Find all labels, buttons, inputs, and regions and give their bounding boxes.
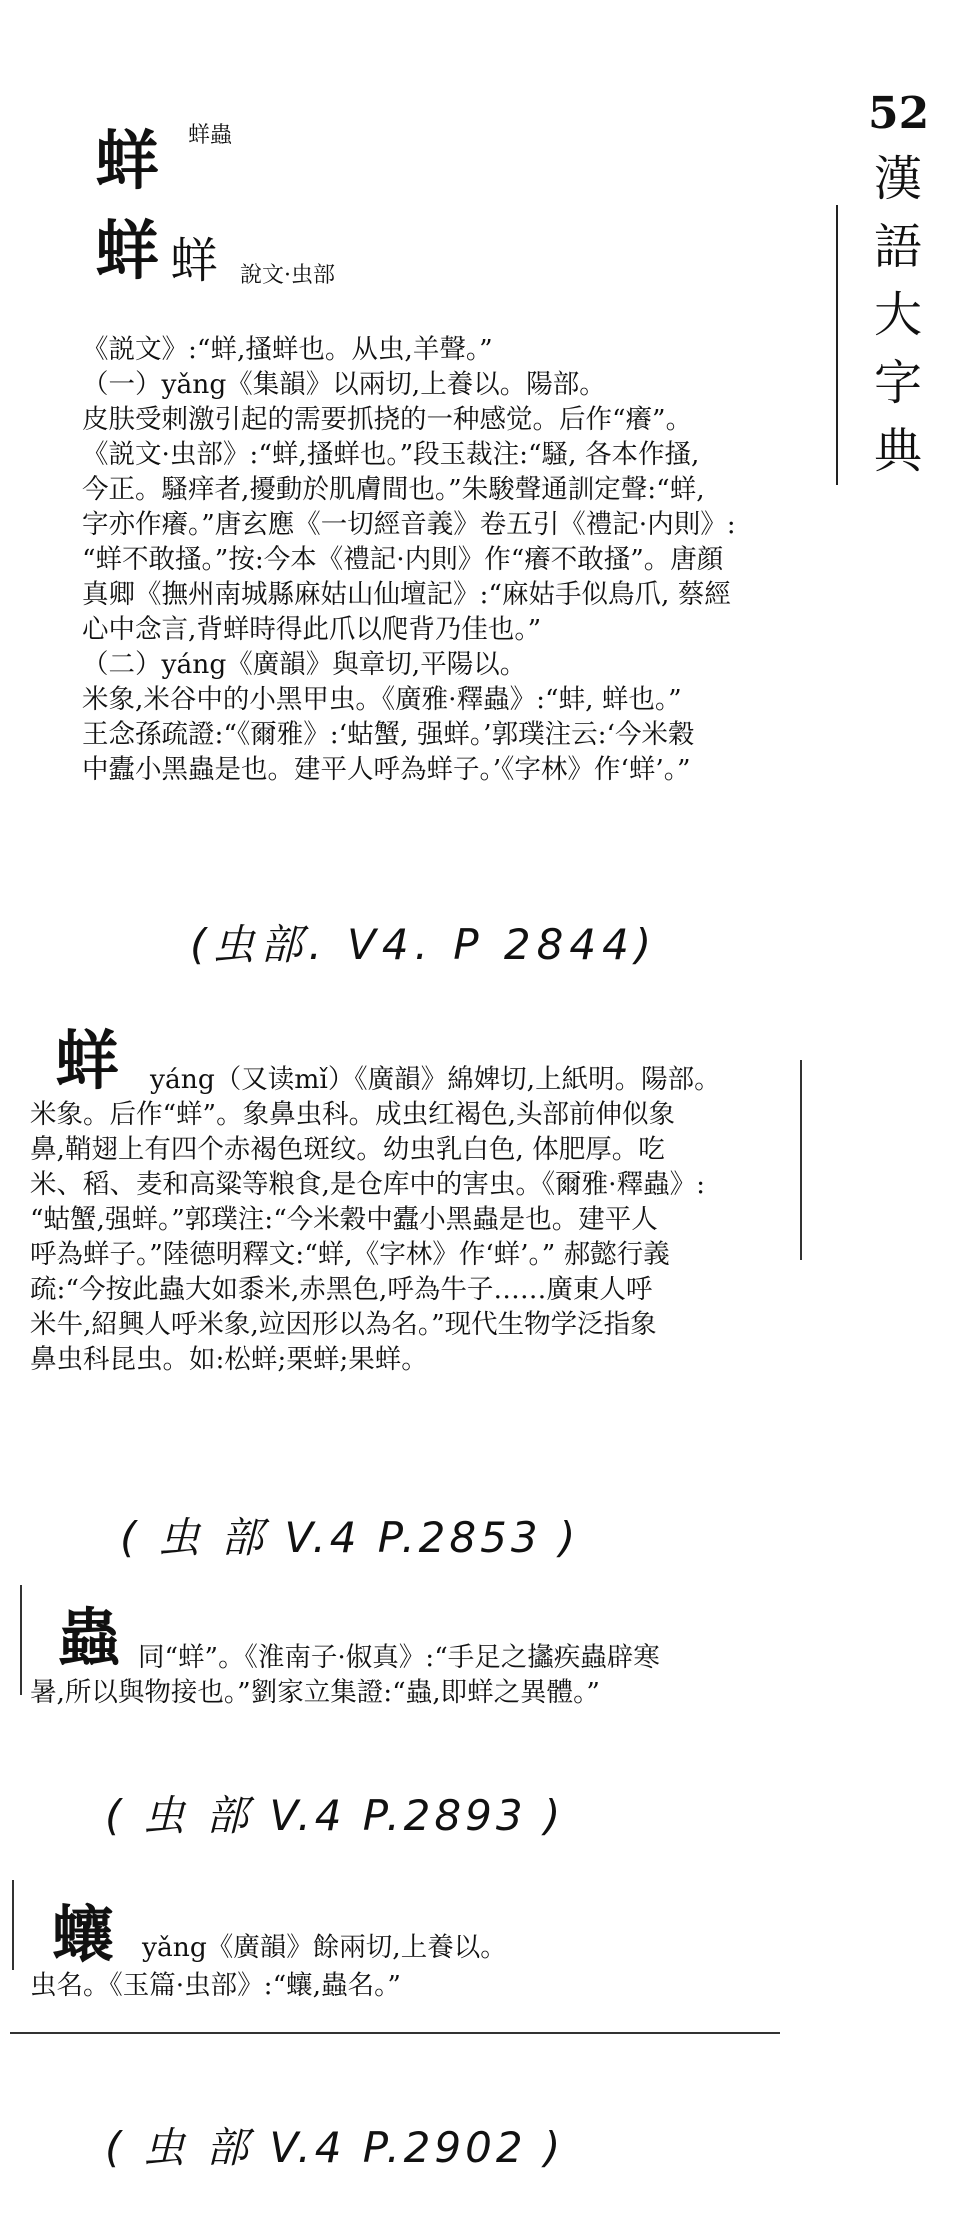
entry2-line: “蛄蟹,强蛘。”郭璞注:“今米穀中蠹小黑蟲是也。建平人 xyxy=(30,1204,658,1235)
entry2-line: 疏:“今按此蟲大如黍米,赤黑色,呼為牛子……廣東人呼 xyxy=(30,1274,653,1305)
entry3-first-line: 同“蛘”。《淮南子·俶真》:“手足之攭疾蟲辟寒 xyxy=(138,1642,660,1673)
bottom-rule xyxy=(10,2032,780,2034)
entry1-line: 米象,米谷中的小黑甲虫。《廣雅·釋蟲》:“蚌, 蛘也。” xyxy=(82,684,682,715)
entry1-line: 《説文·虫部》:“蛘,搔蛘也。”段玉裁注:“騷, 各本作搔, xyxy=(82,439,700,470)
handwritten-note-1: (虫部. V4. P 2844) xyxy=(190,920,658,969)
entry1-head-char-2: 蛘 xyxy=(95,214,159,289)
entry1-line: 中蠹小黑蟲是也。建平人呼為蛘子。’《字林》作‘蛘’。” xyxy=(82,754,691,785)
entry2-head-char: 蛘 xyxy=(55,1024,119,1099)
entry2-line: 米、稻、麦和高粱等粮食,是仓库中的害虫。《爾雅·釋蟲》: xyxy=(30,1169,706,1200)
entry1-line: 《説文》:“蛘,搔蛘也。从虫,羊聲。” xyxy=(82,334,493,365)
margin-rule xyxy=(800,1060,802,1260)
entry1-line: （一）yǎng《集韻》以兩切,上養以。陽部。 xyxy=(82,369,606,400)
entry1-seal-char: 蛘 xyxy=(170,233,219,289)
entry1-body xyxy=(82,332,822,787)
entry1-line: （二）yáng《廣韻》與章切,平陽以。 xyxy=(82,649,527,680)
margin-rule xyxy=(20,1585,22,1695)
handwritten-note-4: ( 虫 部 V.4 P.2902 ) xyxy=(105,2123,565,2172)
entry3-head-char: 蟲 xyxy=(58,1601,121,1674)
entry2-first-line: yáng（又读mǐ）《廣韻》綿婢切,上紙明。陽部。 xyxy=(150,1064,721,1095)
entry1-line: 真卿《撫州南城縣麻姑山仙壇記》:“麻姑手似鳥爪, 蔡經 xyxy=(82,579,731,610)
entry1-line: 心中念言,背蛘時得此爪以爬背乃佳也。” xyxy=(82,614,542,645)
handwritten-note-2: ( 虫 部 V.4 P.2853 ) xyxy=(120,1513,580,1562)
margin-rule xyxy=(12,1880,14,1970)
entry2-line: 米象。后作“蛘”。象鼻虫科。成虫红褐色,头部前伸似象 xyxy=(30,1099,676,1130)
entry4-body xyxy=(30,1968,401,2003)
entry4-line: 虫名。《玉篇·虫部》:“蠰,蟲名。” xyxy=(30,1970,401,2001)
entry2-body xyxy=(30,1097,790,1377)
entry1-variant-label: 蛘蟲 xyxy=(188,123,233,148)
entry4-first-line: yǎng《廣韻》餘兩切,上養以。 xyxy=(142,1932,507,1963)
entry3-body xyxy=(30,1675,600,1710)
entry1-line: 字亦作癢。”唐玄應《一切經音義》卷五引《禮記·内則》: xyxy=(82,509,736,540)
entry1-line: “蛘不敢搔。”按:今本《禮記·内則》作“癢不敢搔”。唐顔 xyxy=(82,544,724,575)
page-number: 52 xyxy=(868,88,930,139)
entry1-line: 王念孫疏證:“《爾雅》:‘蛄蟹, 强蛘。’郭璞注云:‘今米穀 xyxy=(82,719,695,750)
entry1-source: 說文·虫部 xyxy=(240,263,335,288)
entry1-line: 皮肤受刺激引起的需要抓挠的一种感觉。后作“癢”。 xyxy=(82,404,693,435)
handwritten-note-3: ( 虫 部 V.4 P.2893 ) xyxy=(105,1791,565,1840)
entry2-line: 鼻虫科昆虫。如:松蛘;栗蛘;果蛘。 xyxy=(30,1344,428,1375)
entry4-head-char: 蠰 xyxy=(52,1898,115,1971)
entry1-line: 今正。騷痒者,擾動於肌膚間也。”朱駿聲通訓定聲:“蛘, xyxy=(82,474,705,505)
side-rule xyxy=(836,205,838,485)
entry2-line: 米牛,紹興人呼米象,竝因形以為名。”现代生物学泛指象 xyxy=(30,1309,657,1340)
entry2-line: 呼為蛘子。”陸德明釋文:“蛘,《字林》作‘蛘’。” 郝懿行義 xyxy=(30,1239,670,1270)
entry1-head-char: 蛘 xyxy=(95,124,159,199)
entry2-line: 鼻,鞘翅上有四个赤褐色斑纹。幼虫乳白色, 体肥厚。吃 xyxy=(30,1134,665,1165)
entry3-line: 暑,所以與物接也。”劉家立集證:“蟲,即蛘之異體。” xyxy=(30,1677,600,1708)
book-title: 漢語大字典 xyxy=(873,151,922,479)
